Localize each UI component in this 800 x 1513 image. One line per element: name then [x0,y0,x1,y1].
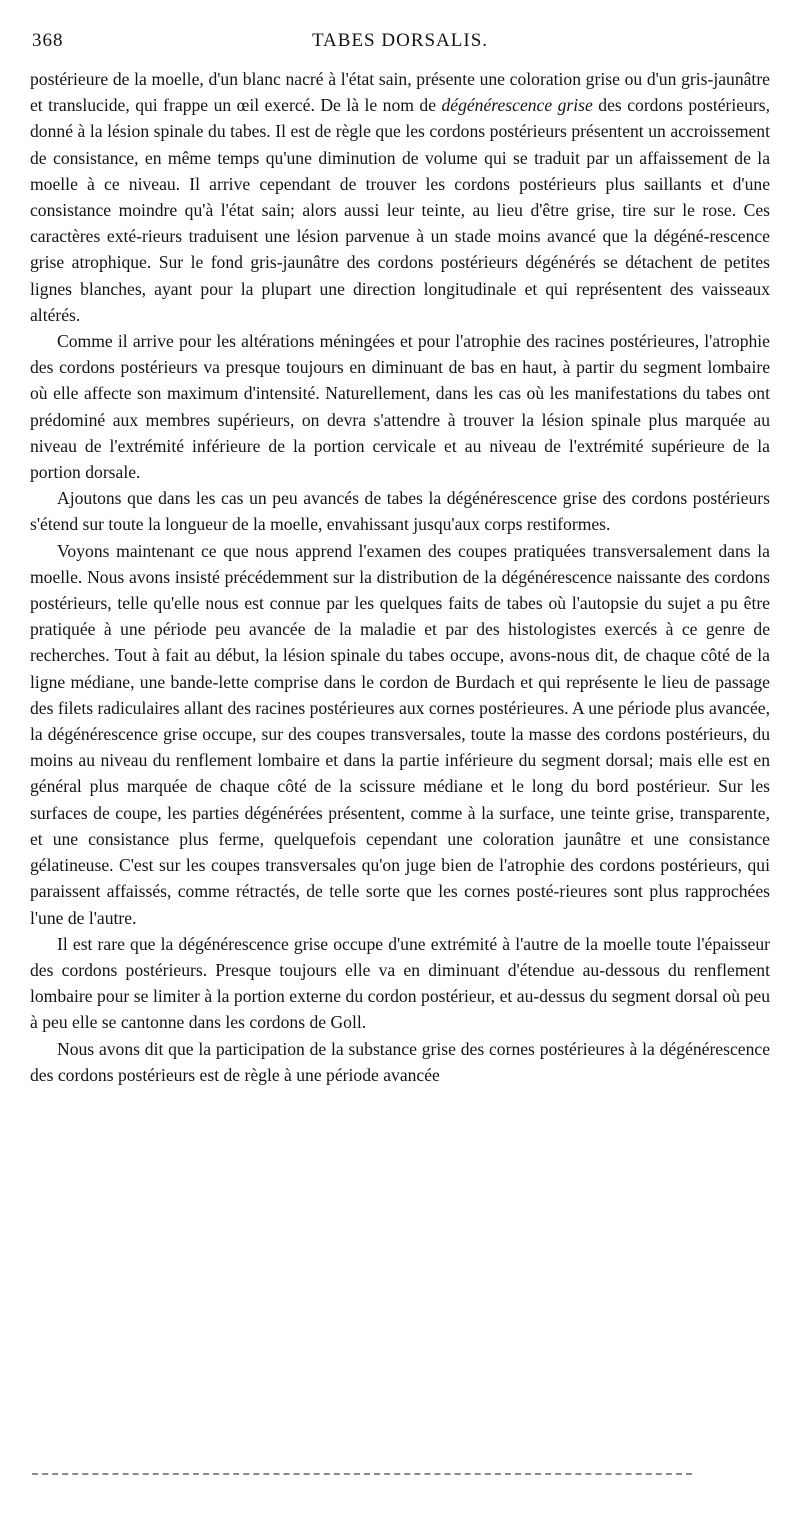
footer-rule [32,1473,692,1475]
paragraph: Voyons maintenant ce que nous apprend l'examen des coupes pratiquées transversalement dans la moelle. Nous avons insisté précédemment sur la distribution de la dégénérescence naissante des cordons postérieurs, telle qu'elle nous est connue par les quelques faits de tabes où l'autopsie du sujet a pu être pratiquée à une période peu avancée de la maladie et par des histologistes exercés à ce genre de recherches. Tout à fait au début, la lésion spinale du tabes occupe, avons-nous dit, de chaque côté de la ligne médiane, une bande-lette comprise dans le cordon de Burdach et qui représente le lieu de passage des filets radiculaires allant des racines postérieures aux cornes postérieures. A une période plus avancée, la dégénérescence grise occupe, sur des coupes transversales, toute la masse des cordons postérieurs, du moins au niveau du renflement lombaire et dans la partie inférieure du segment dorsal; mais elle est en général plus marquée de chaque côté de la scissure médiane et le long du bord postérieur. Sur les surfaces de coupe, les parties dégénérées présentent, comme à la surface, une teinte grise, transparente, et une consistance plus ferme, quelquefois cependant une coloration jaunâtre et une consistance gélatineuse. C'est sur les coupes transversales qu'on juge bien de l'atrophie des cordons postérieurs, qui paraissent affaissés, comme rétractés, de telle sorte que les cornes posté-rieures sont plus rapprochées l'une de l'autre. [30,540,770,928]
paragraph: Comme il arrive pour les altérations méningées et pour l'atrophie des racines postérieures, l'atrophie des cordons postérieurs va presque toujours en diminuant de bas en haut, à partir du segment lombaire où elle affecte son maximum d'intensité. Naturellement, dans les cas où les manifestations du tabes ont prédominé aux membres supérieurs, on devra s'attendre à trouver la lésion spinale plus marquée au niveau de l'extrémité inférieure de la portion cervicale et au niveau de l'extrémité supérieure de la portion dorsale. [30,331,770,483]
running-title: TABES DORSALIS. [311,30,489,51]
paragraph: Ajoutons que dans les cas un peu avancés de tabes la dégénérescence grise des cordons postérieurs s'étend sur toute la longueur de la moelle, envahissant jusqu'aux corps restiformes. [30,488,770,535]
emphasized-term: dégénérescence grise [441,95,593,116]
paragraph-text: postérieure de la moelle, d'un blanc nacré à l'état sain, présente une coloration grise ou d'un gris-jaunâtre et translucide, qui frappe un œil exercé. De là le nom de [30,69,770,116]
paragraph-continued [30,66,770,328]
book-page [30,30,770,1088]
body-text [30,66,770,1088]
running-head [30,30,770,54]
paragraph-text: des cordons postérieurs, donné à la lésion spinale du tabes. Il est de règle que les cordons postérieurs présentent un accroissement de consistance, en même temps qu'une diminution de volume qui se traduit par un affaissement de la moelle à ce niveau. Il arrive cependant de trouver les cordons postérieurs plus saillants et d'une consistance moindre qu'à l'état sain; alors aussi leur teinte, au lieu d'être grise, tire sur le rose. Ces caractères exté-rieurs traduisent une lésion parvenue à un stade moins avancé que la dégéné-rescence grise atrophique. Sur le fond gris-jaunâtre des cordons postérieurs dégénérés se détachent de petites lignes blanches, ayant pour la plupart une direction longitudinale et qui représentent des vaisseaux altérés. [30,95,770,325]
paragraph: Nous avons dit que la participation de la substance grise des cornes postérieures à la dégénérescence des cordons postérieurs est de règle à une période avancée [30,1038,770,1085]
page-number: 368 [32,30,64,51]
paragraph: Il est rare que la dégénérescence grise occupe d'une extrémité à l'autre de la moelle toute l'épaisseur des cordons postérieurs. Presque toujours elle va en diminuant d'étendue au-dessous du renflement lombaire pour se limiter à la portion externe du cordon postérieur, et au-dessus du segment dorsal où peu à peu elle se cantonne dans les cordons de Goll. [30,933,770,1033]
